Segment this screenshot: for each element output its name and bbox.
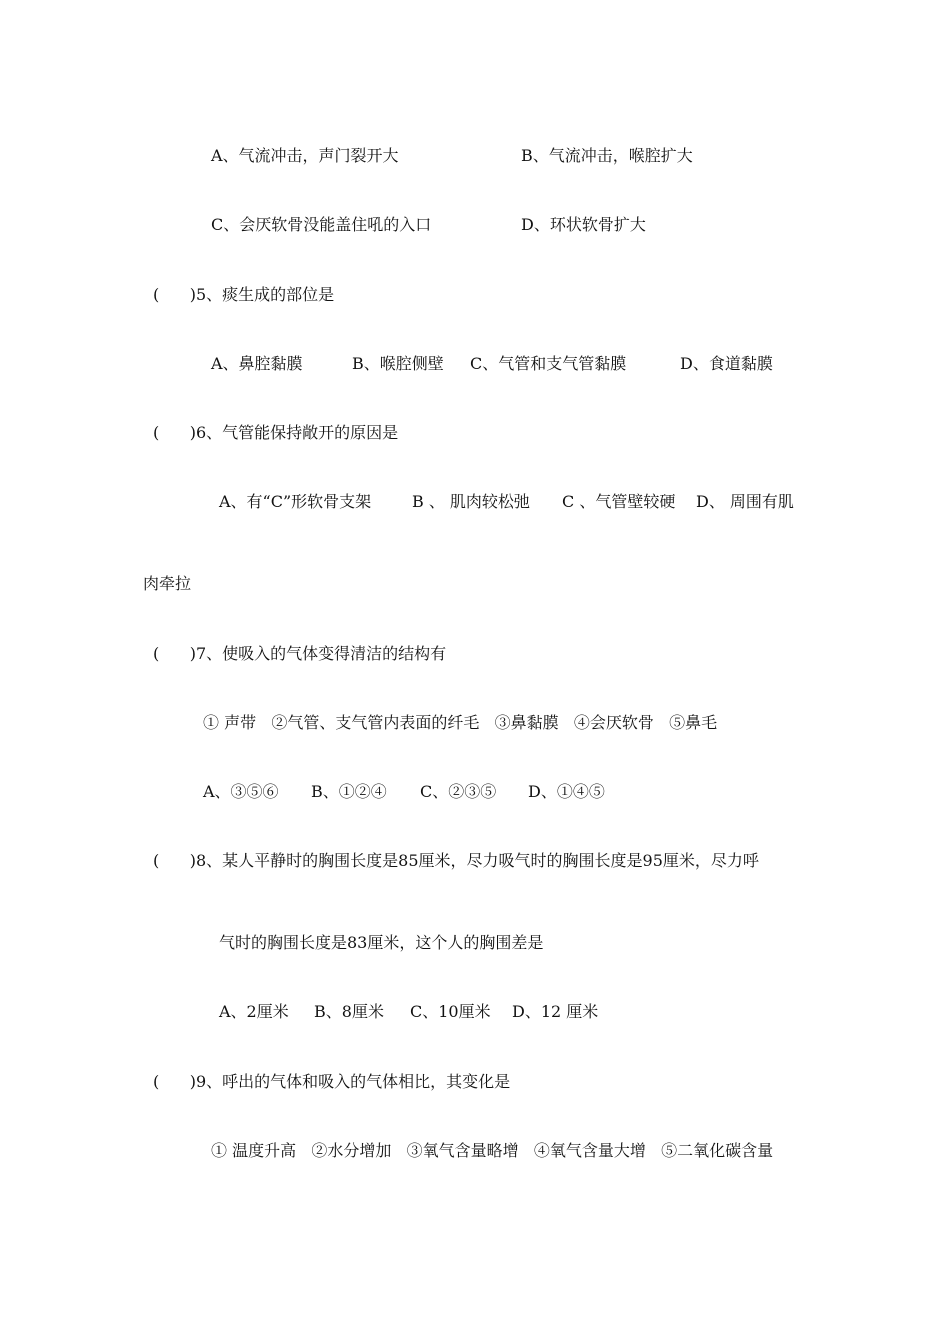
q4-option-d: D、环状软骨扩大: [521, 215, 646, 234]
q8-option-d: D、12 厘米: [512, 1002, 599, 1021]
q5-stem: ( )5、痰生成的部位是: [153, 285, 335, 304]
q6-option-d: D、 周围有肌: [696, 492, 794, 511]
q7-option-a: A、③⑤⑥: [203, 782, 279, 801]
q8-stem-continued: 气时的胸围长度是83厘米，这个人的胸围差是: [219, 933, 544, 952]
q8-stem: ( )8、某人平静时的胸围长度是85厘米，尽力吸气时的胸围长度是95厘米，尽力呼: [153, 851, 759, 870]
q4-option-a: A、气流冲击，声门裂开大: [211, 146, 399, 165]
q9-stem: ( )9、呼出的气体和吸入的气体相比，其变化是: [153, 1072, 511, 1091]
q6-stem: ( )6、气管能保持敞开的原因是: [153, 423, 399, 442]
q7-items: ① 声带 ②气管、支气管内表面的纤毛 ③鼻黏膜 ④会厌软骨 ⑤鼻毛: [203, 713, 718, 732]
q5-option-b: B、喉腔侧壁: [352, 354, 444, 373]
q6-option-c: C 、气管壁较硬: [562, 492, 676, 511]
q6-option-b: B 、 肌肉较松弛: [412, 492, 530, 511]
q6-option-d-continued: 肉牵拉: [143, 574, 192, 593]
q4-option-b: B、气流冲击，喉腔扩大: [521, 146, 693, 165]
q9-items: ① 温度升高 ②水分增加 ③氧气含量略增 ④氧气含量大增 ⑤二氧化碳含量: [211, 1141, 774, 1160]
q4-option-c: C、会厌软骨没能盖住吼的入口: [211, 215, 432, 234]
q7-option-b: B、①②④: [311, 782, 387, 801]
q7-stem: ( )7、使吸入的气体变得清洁的结构有: [153, 644, 447, 663]
q5-option-d: D、食道黏膜: [680, 354, 773, 373]
q8-option-c: C、10厘米: [410, 1002, 491, 1021]
q7-option-c: C、②③⑤: [420, 782, 497, 801]
q7-option-d: D、①④⑤: [528, 782, 605, 801]
q5-option-a: A、鼻腔黏膜: [211, 354, 303, 373]
q8-option-a: A、2厘米: [219, 1002, 289, 1021]
q8-option-b: B、8厘米: [314, 1002, 384, 1021]
q6-option-a: A、有“C”形软骨支架: [219, 492, 372, 511]
q5-option-c: C、气管和支气管黏膜: [470, 354, 627, 373]
